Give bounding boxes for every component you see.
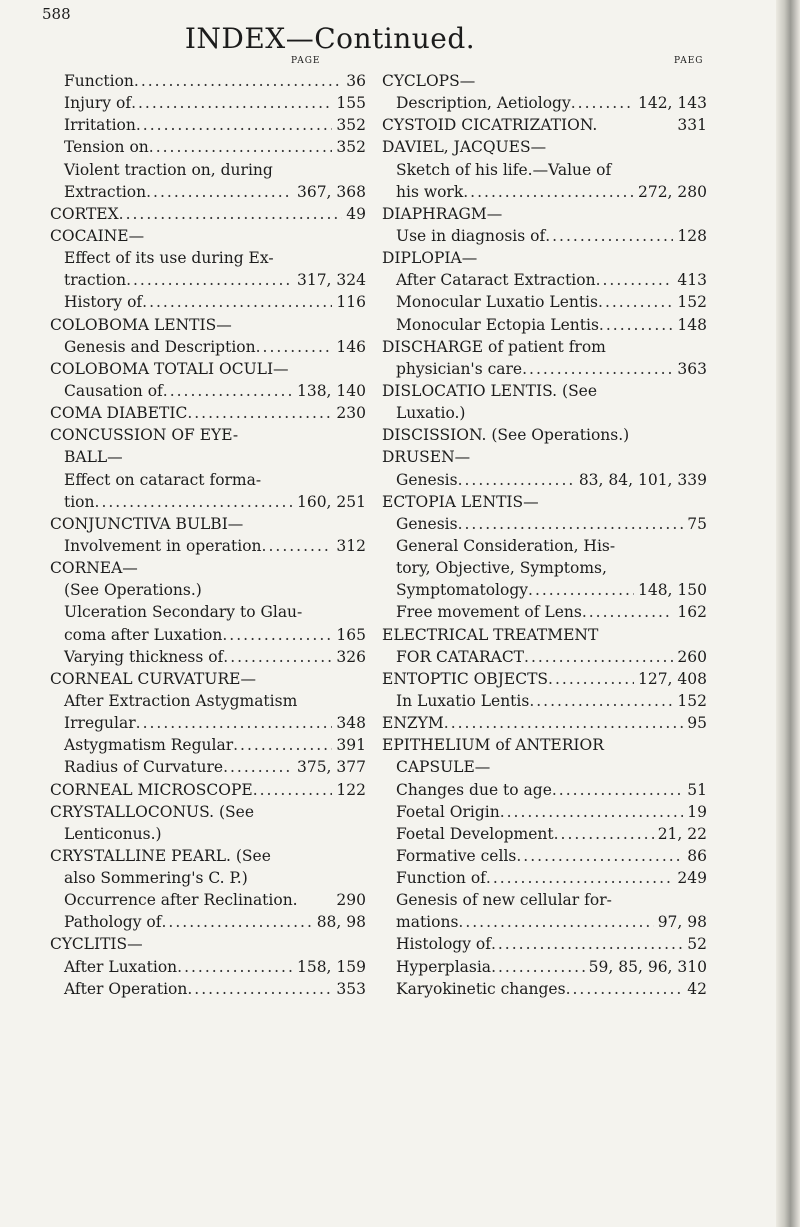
index-entry [382,535,707,557]
entry-page: 352 [336,138,366,157]
dot-leader [256,336,333,358]
entry-page: 352 [336,116,366,135]
dot-leader [548,668,634,690]
entry-text: CORTEX [50,204,119,223]
index-entry [382,601,707,623]
entry-page: 155 [336,94,366,113]
entry-page: 97, 98 [657,913,707,932]
entry-text: CRYSTALLOCONUS. (See [50,802,255,821]
index-entry [50,446,366,468]
entry-page: 152 [677,691,707,710]
entry-page: 363 [677,359,707,378]
dot-leader [491,933,683,955]
index-entry [382,779,707,801]
right-index-column [382,70,707,1000]
entry-page: 331 [677,116,707,135]
index-entry [50,601,366,623]
entry-text: Genesis [396,514,458,533]
index-entry [50,933,366,955]
dot-leader [187,978,332,1000]
entry-text: DAVIEL, JACQUES— [382,138,547,157]
dot-leader [136,114,333,136]
dot-leader [177,956,293,978]
entry-text: Violent traction on, during [64,160,273,179]
entry-text: COCAINE— [50,226,145,245]
entry-text: Causation of [64,381,163,400]
index-entry [50,756,366,778]
index-entry [50,845,366,867]
entry-page: 160, 251 [296,492,366,511]
entry-text: physician's care [396,359,523,378]
index-entry [50,314,366,336]
dot-leader [522,358,673,380]
entry-text: tory, Objective, Symptoms, [396,559,607,578]
dot-leader [463,181,634,203]
page-edge [776,0,800,1227]
index-entry [50,801,366,823]
index-entry [50,668,366,690]
index-entry [50,889,366,911]
dot-leader [500,801,684,823]
entry-page: 375, 377 [296,758,366,777]
dot-leader [596,269,674,291]
index-entry [50,956,366,978]
entry-text: Lenticonus.) [64,824,162,843]
entry-text: coma after Luxation [64,625,223,644]
dot-leader [223,756,293,778]
index-entry [50,203,366,225]
entry-text: History of [64,293,143,312]
entry-text: DIAPHRAGM— [382,204,503,223]
dot-leader [95,491,293,513]
entry-text: In Luxatio Lentis [396,691,530,710]
index-entry [382,579,707,601]
entry-text: CRYSTALLINE PEARL. (See [50,846,271,865]
index-entry [382,668,707,690]
index-entry [50,402,366,424]
entry-page: 36 [346,72,366,90]
entry-page: 52 [687,935,707,954]
index-entry [50,136,366,158]
entry-text: Irritation [64,116,136,135]
dot-leader [161,911,312,933]
entry-text: Irregular [64,714,136,733]
dot-leader [146,181,293,203]
index-entry [50,291,366,313]
entry-text: Changes due to age [396,780,552,799]
index-entry [50,269,366,291]
entry-text: Monocular Luxatio Lentis [396,293,599,312]
index-entry [50,867,366,889]
index-entry [382,491,707,513]
entry-text: tion [64,492,95,511]
index-entry [50,557,366,579]
entry-page: 128 [677,226,707,245]
entry-text: BALL— [64,448,123,467]
entry-page: 49 [346,204,366,223]
dot-leader [149,136,333,158]
left-index-column [50,70,366,1000]
index-entry [50,380,366,402]
index-entry [382,114,707,136]
dot-leader [599,314,673,336]
entry-page: 317, 324 [296,271,366,290]
index-entry [382,424,707,446]
entry-text: ENTOPTIC OBJECTS [382,669,549,688]
dot-leader [444,712,684,734]
entry-text: Genesis [396,470,458,489]
entry-page: 127, 408 [637,669,707,688]
entry-text: Effect of its use during Ex- [64,249,274,268]
entry-text: CYSTOID CICATRIZATION. [382,116,598,135]
dot-leader [528,579,634,601]
index-entry [50,469,366,491]
index-entry [50,690,366,712]
entry-text: Involvement in operation [64,536,262,555]
dot-leader [571,92,634,114]
index-entry [50,911,366,933]
entry-page: 348 [336,714,366,733]
index-entry [50,225,366,247]
entry-page: 272, 280 [637,182,707,201]
index-entry [50,159,366,181]
entry-page: 51 [687,780,707,799]
entry-text: COMA DIABETIC [50,404,188,423]
entry-page: 391 [336,736,366,755]
index-entry [50,779,366,801]
index-entry [382,867,707,889]
entry-page: 21, 22 [657,824,707,843]
index-entry [382,712,707,734]
entry-text: Use in diagnosis of [396,226,546,245]
entry-text: Tension on [64,138,149,157]
index-entry [382,181,707,203]
dot-leader [134,70,342,92]
entry-text: Foetal Origin [396,802,500,821]
entry-text: Varying thickness of [64,647,224,666]
entry-page: 75 [687,514,707,533]
entry-page: 260 [677,647,707,666]
entry-text: Effect on cataract forma- [64,470,262,489]
entry-text: CORNEAL CURVATURE— [50,669,256,688]
entry-page: 146 [336,337,366,356]
index-entry [382,845,707,867]
index-entry [382,557,707,579]
index-entry [382,225,707,247]
index-entry [50,424,366,446]
entry-text: ENZYM [382,714,444,733]
dot-leader [163,380,293,402]
entry-text: Karyokinetic changes [396,979,566,998]
entry-text: his work [396,182,464,201]
index-entry [50,646,366,668]
index-entry [382,646,707,668]
entry-text: Genesis of new cellular for- [396,891,612,910]
dot-leader [222,624,332,646]
entry-text: traction [64,271,127,290]
index-entry [382,159,707,181]
index-entry [50,114,366,136]
entry-text: Luxatio.) [396,404,466,423]
dot-leader [545,225,673,247]
index-entry [382,269,707,291]
entry-text: Pathology of [64,913,162,932]
index-entry [50,92,366,114]
entry-text: DRUSEN— [382,448,471,467]
dot-leader [223,646,332,668]
entry-page: 353 [336,979,366,998]
dot-leader [253,779,333,801]
entry-text: CORNEAL MICROSCOPE [50,780,253,799]
entry-page: 326 [336,647,366,666]
entry-text: COLOBOMA TOTALI OCULI— [50,359,289,378]
page-number: 588 [42,5,71,23]
dot-leader [598,291,673,313]
index-entry [382,978,707,1000]
index-entry [382,823,707,845]
index-entry [50,535,366,557]
entry-text: CONJUNCTIVA BULBI— [50,514,244,533]
index-entry [50,358,366,380]
entry-text: After Operation [64,979,188,998]
index-entry [50,712,366,734]
entry-text: CYCLITIS— [50,935,143,954]
dot-leader [516,845,683,867]
index-entry [50,734,366,756]
entry-text: DISCISSION. (See Operations.) [382,426,630,445]
entry-text: Sketch of his life.—Value of [396,160,612,179]
entry-text: ELECTRICAL TREATMENT [382,625,599,644]
index-entry [50,181,366,203]
entry-text: mations [396,913,459,932]
index-entry [382,92,707,114]
entry-text: CORNEA— [50,559,138,578]
entry-text: Formative cells [396,846,517,865]
entry-page: 148 [677,315,707,334]
entry-text: Astygmatism Regular [64,736,234,755]
entry-page: 138, 140 [296,381,366,400]
entry-text: CONCUSSION OF EYE- [50,426,239,445]
page-title: INDEX—Continued. [184,22,476,55]
index-entry [382,402,707,424]
index-entry [382,513,707,535]
entry-text: Genesis and Description [64,337,256,356]
index-entry [50,823,366,845]
entry-text: Description, Aetiology [396,94,571,113]
entry-text: Free movement of Lens [396,603,582,622]
entry-page: 249 [677,869,707,888]
entry-text: Function [64,72,134,90]
entry-text: Extraction [64,182,147,201]
entry-page: 148, 150 [637,581,707,600]
dot-leader [524,646,673,668]
index-entry [50,579,366,601]
dot-leader [486,867,674,889]
index-entry [382,247,707,269]
entry-page: 116 [336,293,366,312]
entry-page: 83, 84, 101, 339 [578,470,707,489]
entry-text: (See Operations.) [64,581,202,600]
index-entry [382,933,707,955]
dot-leader [136,712,333,734]
index-entry [382,380,707,402]
index-entry [382,336,707,358]
dot-leader [119,203,343,225]
entry-text: After Cataract Extraction [396,271,596,290]
dot-leader [552,779,683,801]
dot-leader [262,535,333,557]
entry-text: CYCLOPS— [382,72,476,90]
entry-text: DISLOCATIO LENTIS. (See [382,381,598,400]
index-entry [382,70,707,92]
entry-text: CAPSULE— [396,758,491,777]
left-column-header: PAGE [291,56,321,66]
dot-leader [233,734,332,756]
index-entry [50,336,366,358]
entry-text: Monocular Ectopia Lentis [396,315,599,334]
entry-text: DISCHARGE of patient from [382,337,606,356]
entry-page: 95 [687,714,707,733]
index-entry [50,70,366,92]
dot-leader [582,601,674,623]
index-entry [382,911,707,933]
entry-page: 88, 98 [316,913,366,932]
index-entry [382,203,707,225]
index-entry [382,469,707,491]
entry-page: 413 [677,271,707,290]
entry-text: Histology of [396,935,491,954]
index-entry [382,136,707,158]
index-entry [50,491,366,513]
index-entry [50,513,366,535]
entry-text: Injury of [64,94,132,113]
index-entry [382,314,707,336]
entry-page: 158, 159 [296,957,366,976]
entry-page: 230 [336,404,366,423]
entry-text: EPITHELIUM of ANTERIOR [382,736,604,755]
entry-page: 312 [336,536,366,555]
index-entry [50,624,366,646]
entry-text: Ulceration Secondary to Glau- [64,603,303,622]
entry-page: 165 [336,625,366,644]
right-column-header: PAEG [674,56,704,66]
entry-page: 86 [687,846,707,865]
index-entry [382,801,707,823]
dot-leader [458,469,575,491]
dot-leader [566,978,684,1000]
dot-leader [458,911,653,933]
entry-text: After Extraction Astygmatism [64,691,298,710]
entry-page: 367, 368 [296,182,366,201]
index-entry [50,247,366,269]
index-entry [382,756,707,778]
entry-page: 142, 143 [637,94,707,113]
dot-leader [131,92,332,114]
index-entry [382,690,707,712]
index-entry [50,978,366,1000]
entry-page: 152 [677,293,707,312]
entry-text: DIPLOPIA— [382,249,478,268]
entry-text: After Luxation [64,957,178,976]
dot-leader [458,513,684,535]
index-entry [382,734,707,756]
entry-page: 122 [336,780,366,799]
dot-leader [491,956,585,978]
dot-leader [529,690,673,712]
index-entry [382,358,707,380]
entry-text: Radius of Curvature [64,758,224,777]
index-entry [382,889,707,911]
dot-leader [554,823,654,845]
index-entry [382,291,707,313]
entry-text: General Consideration, His- [396,536,616,555]
entry-text: COLOBOMA LENTIS— [50,315,232,334]
dot-leader [187,402,332,424]
entry-text: Hyperplasia [396,957,492,976]
index-entry [382,624,707,646]
entry-text: Function of [396,869,486,888]
index-entry [382,956,707,978]
entry-page: 59, 85, 96, 310 [588,957,707,976]
entry-text: FOR CATARACT [396,647,525,666]
entry-page: 19 [687,802,707,821]
dot-leader [126,269,293,291]
entry-text: Occurrence after Reclination. [64,891,298,910]
entry-text: also Sommering's C. P.) [64,869,248,888]
entry-text: Symptomatology [396,581,529,600]
entry-page: 162 [677,603,707,622]
entry-text: ECTOPIA LENTIS— [382,492,539,511]
entry-page: 290 [336,891,366,910]
entry-page: 42 [687,979,707,998]
entry-text: Foetal Development [396,824,554,843]
dot-leader [142,291,332,313]
index-entry [382,446,707,468]
